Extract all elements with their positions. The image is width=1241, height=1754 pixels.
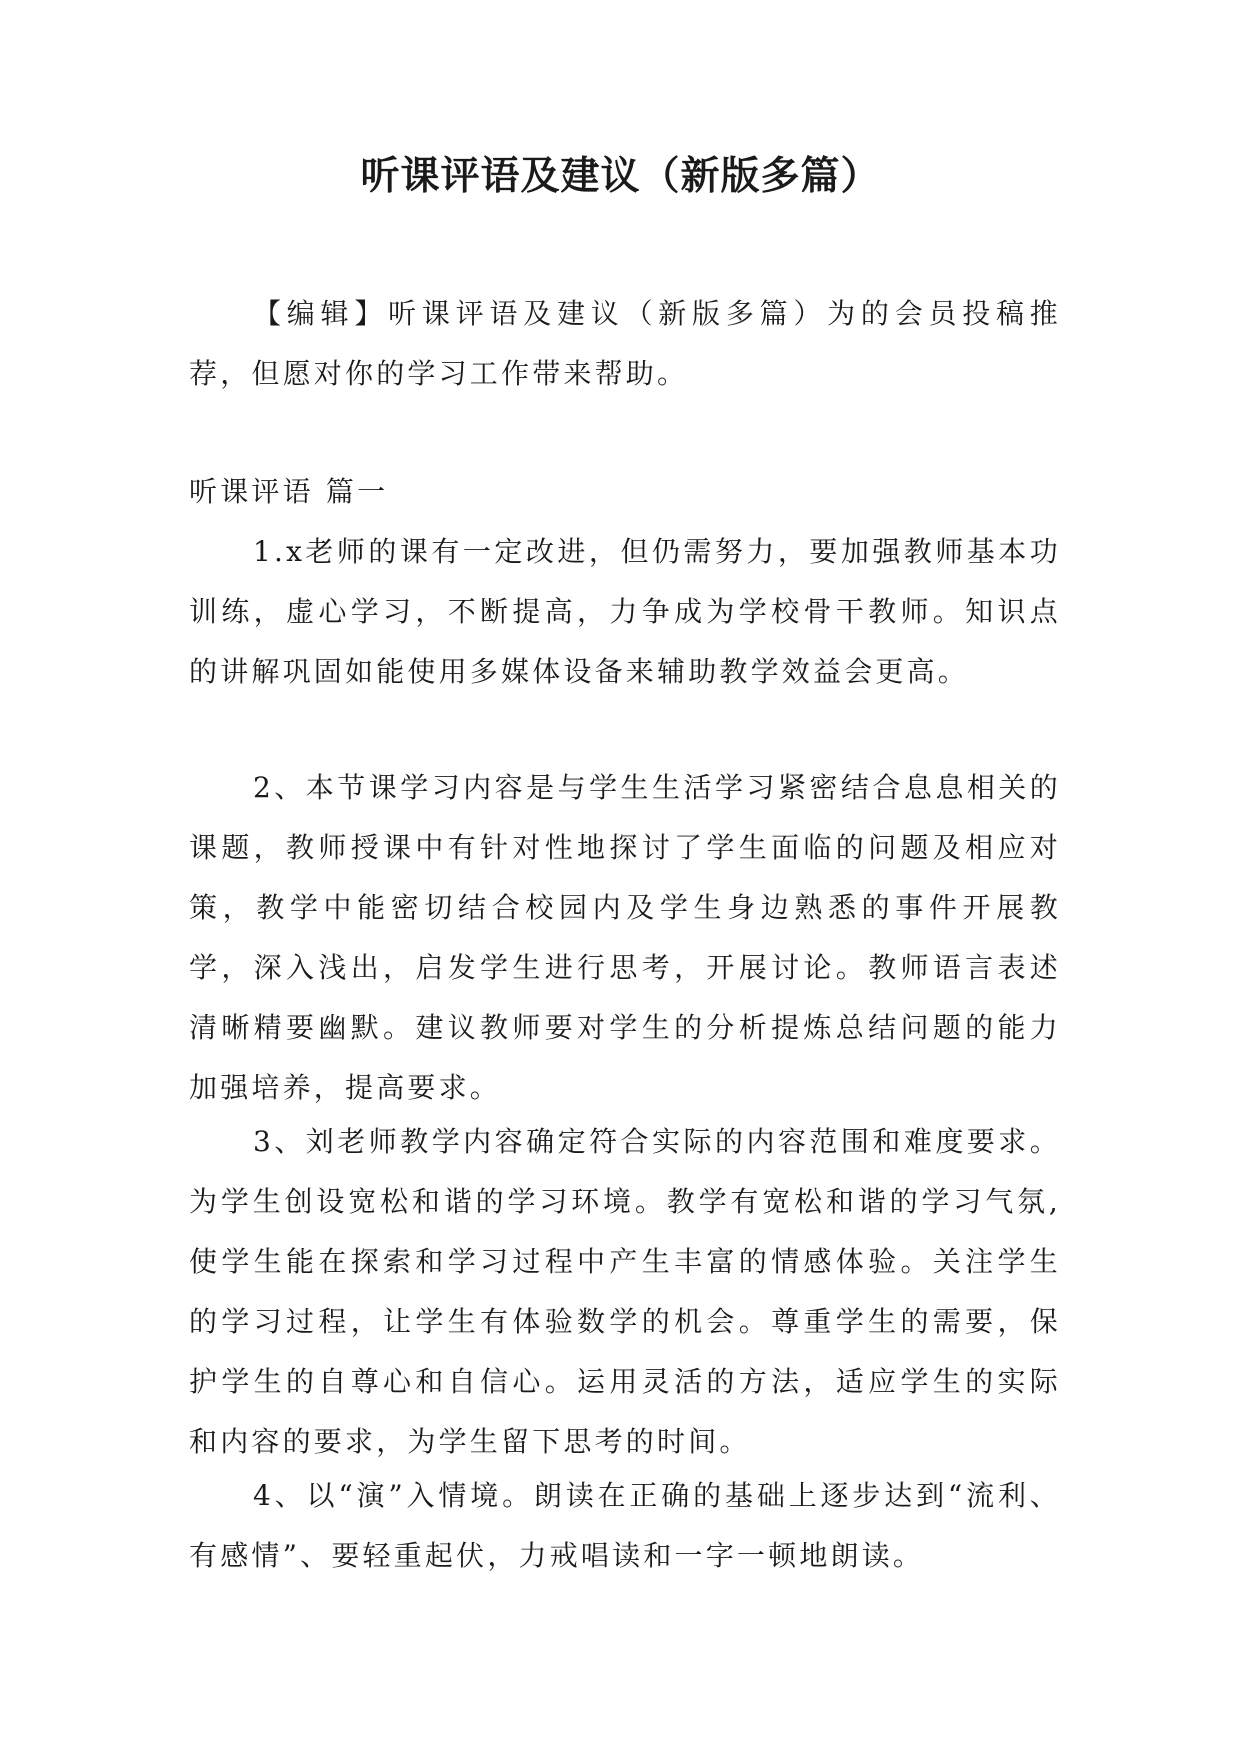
- comment-paragraph-1: 1.x老师的课有一定改进，但仍需努力，要加强教师基本功训练，虚心学习，不断提高，力争成为学校骨干教师。知识点的讲解巩固如能使用多媒体设备来辅助教学效益会更高。: [189, 535, 1061, 688]
- comment-paragraph-4: 4、以“演”入情境。朗读在正确的基础上逐步达到“流利、有感情”、要轻重起伏，力戒唱读和一字一顿地朗读。: [189, 1479, 1061, 1572]
- comment-paragraph-2: 2、本节课学习内容是与学生生活学习紧密结合息息相关的课题，教师授课中有针对性地探讨了学生面临的问题及相应对策，教学中能密切结合校园内及学生身边熟悉的事件开展教学，深入浅出，启发学生进行思考，开展讨论。教师语言表述清晰精要幽默。建议教师要对学生的分析提炼总结问题的能力加强培养，提高要求。: [189, 771, 1061, 1104]
- document-title: 听课评语及建议（新版多篇）: [360, 153, 881, 199]
- section-heading: 听课评语 篇一: [189, 475, 389, 508]
- comment-paragraph-3: 3、刘老师教学内容确定符合实际的内容范围和难度要求。为学生创设宽松和谐的学习环境。教学有宽松和谐的学习气氛,使学生能在探索和学习过程中产生丰富的情感体验。关注学生的学习过程，让学生有体验数学的机会。尊重学生的需要，保护学生的自尊心和自信心。运用灵活的方法，适应学生的实际和内容的要求，为学生留下思考的时间。: [189, 1125, 1061, 1458]
- intro-paragraph: 【编辑】听课评语及建议（新版多篇）为的会员投稿推荐，但愿对你的学习工作带来帮助。: [189, 297, 1061, 390]
